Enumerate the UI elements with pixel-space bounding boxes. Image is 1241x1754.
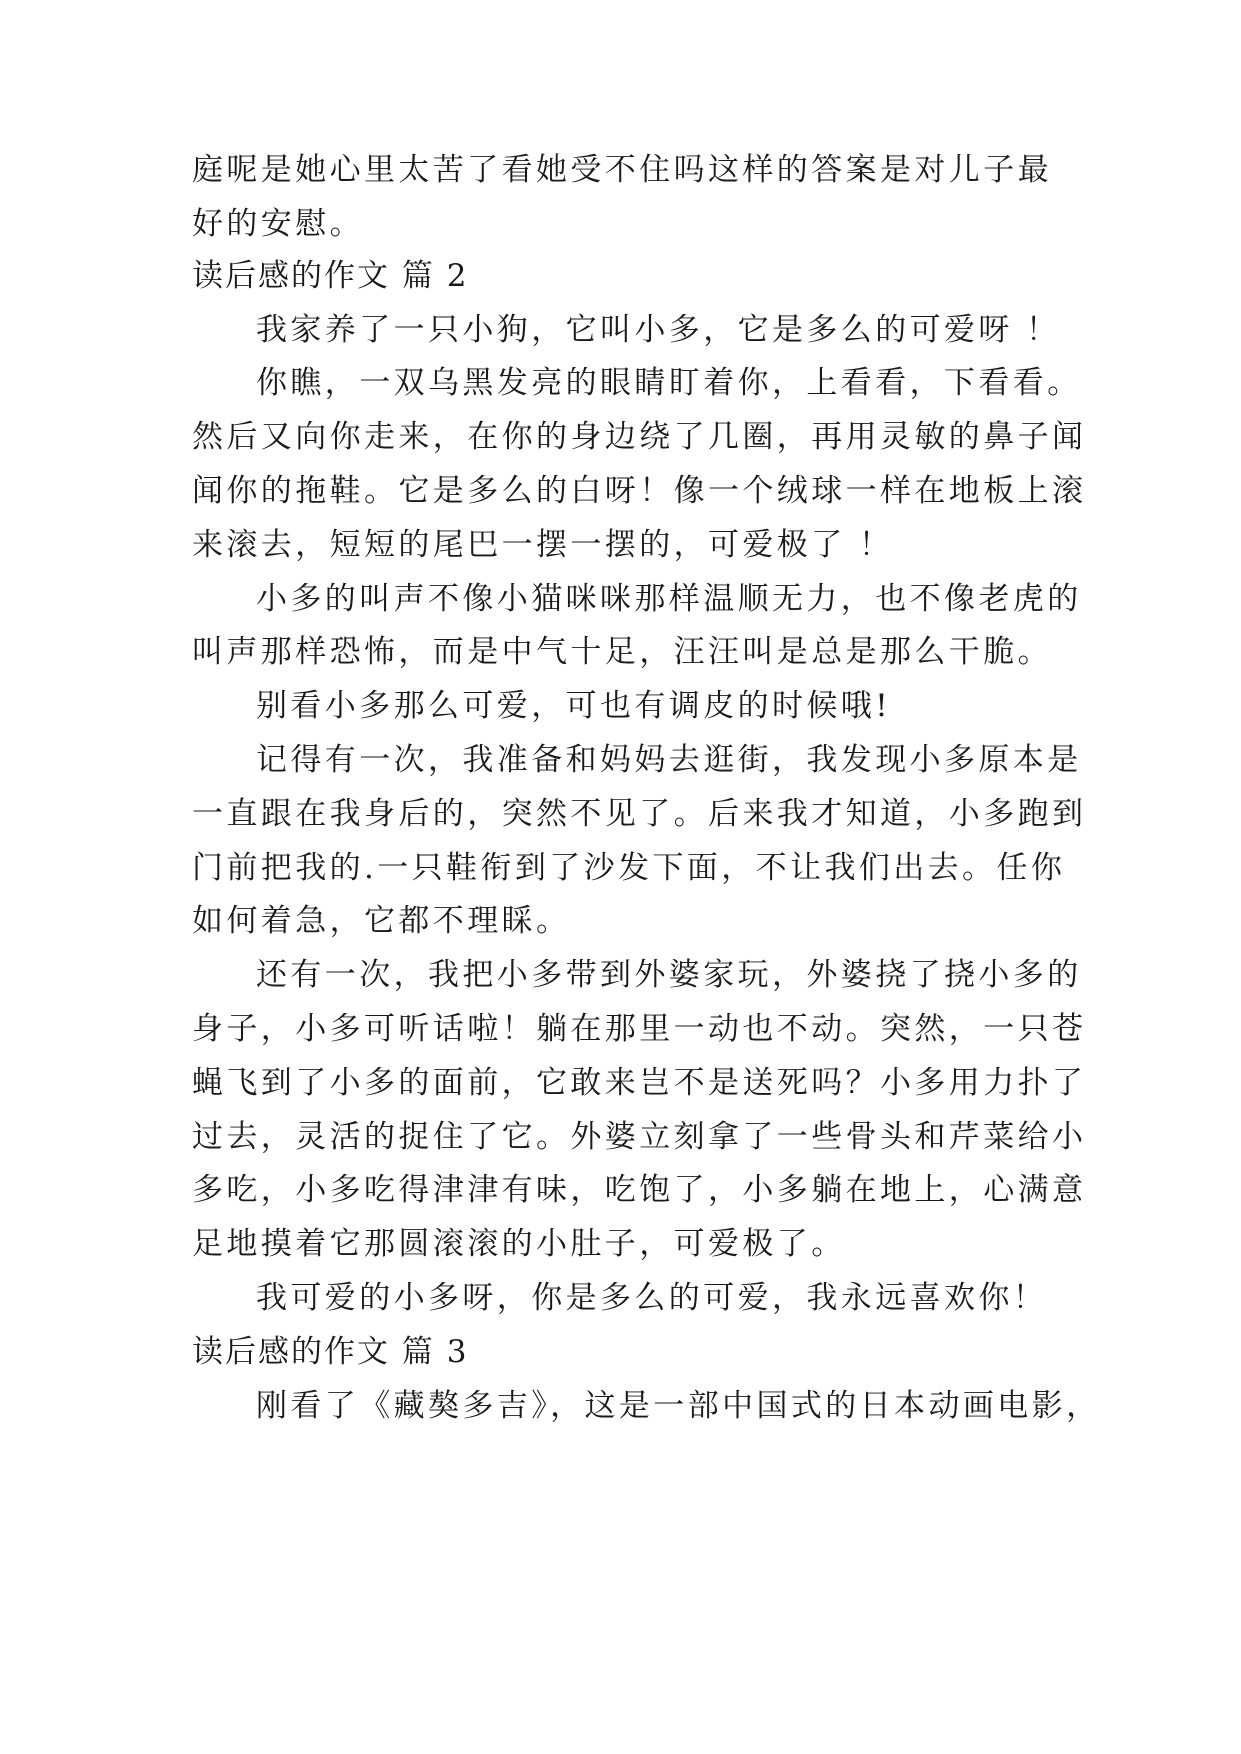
section-heading: 读后感的作文 篇 3 [192,1334,469,1370]
paragraph-line: 记得有一次，我准备和妈妈去逛街，我发现小多原本是 [256,742,1082,778]
paragraph-line: 蝇飞到了小多的面前，它敢来岂不是送死吗？小多用力扑了 [192,1065,1087,1101]
paragraph-line: 闻你的拖鞋。它是多么的白呀！像一个绒球一样在地板上滚 [192,473,1087,509]
paragraph-line: 小多的叫声不像小猫咪咪那样温顺无力，也不像老虎的 [256,581,1082,617]
paragraph-line: 我家养了一只小狗，它叫小多，它是多么的可爱呀 ！ [256,312,1061,348]
paragraph-line: 足地摸着它那圆滚滚的小肚子，可爱极了。 [192,1226,846,1262]
paragraph-line: 还有一次，我把小多带到外婆家玩，外婆挠了挠小多的 [256,957,1082,993]
paragraph-line: 好的安慰。 [192,206,364,242]
paragraph-line: 然后又向你走来，在你的身边绕了几圈，再用灵敏的鼻子闻 [192,419,1087,455]
paragraph-line: 你瞧，一双乌黑发亮的眼睛盯着你，上看看，下看看。 [256,365,1082,401]
paragraph-line: 一直跟在我身后的，突然不见了。后来我才知道，小多跑到 [192,796,1087,832]
paragraph-line: 如何着急，它都不理睬。 [192,903,571,939]
paragraph-line: 过去，灵活的捉住了它。外婆立刻拿了一些骨头和芹菜给小 [192,1119,1087,1155]
paragraph-line: 门前把我的.一只鞋衔到了沙发下面，不让我们出去。任你 [192,850,1066,886]
paragraph-line: 我可爱的小多呀，你是多么的可爱，我永远喜欢你！ [256,1280,1048,1316]
paragraph-line: 身子，小多可听话啦！躺在那里一动也不动。突然，一只苍 [192,1011,1087,1047]
paragraph-line: 叫声那样恐怖，而是中气十足，汪汪叫是总是那么干脆。 [192,634,1052,670]
paragraph-line: 来滚去，短短的尾巴一摆一摆的，可爱极了 ！ [192,527,894,563]
section-heading: 读后感的作文 篇 2 [192,258,469,294]
paragraph-line: 多吃，小多吃得津津有味，吃饱了，小多躺在地上，心满意 [192,1172,1087,1208]
paragraph-line: 别看小多那么可爱，可也有调皮的时候哦! [256,688,892,724]
paragraph-line: 刚看了《藏獒多吉》，这是一部中国式的日本动画电影， [256,1388,1101,1424]
paragraph-line: 庭呢是她心里太苦了看她受不住吗这样的答案是对儿子最 [192,152,1052,188]
